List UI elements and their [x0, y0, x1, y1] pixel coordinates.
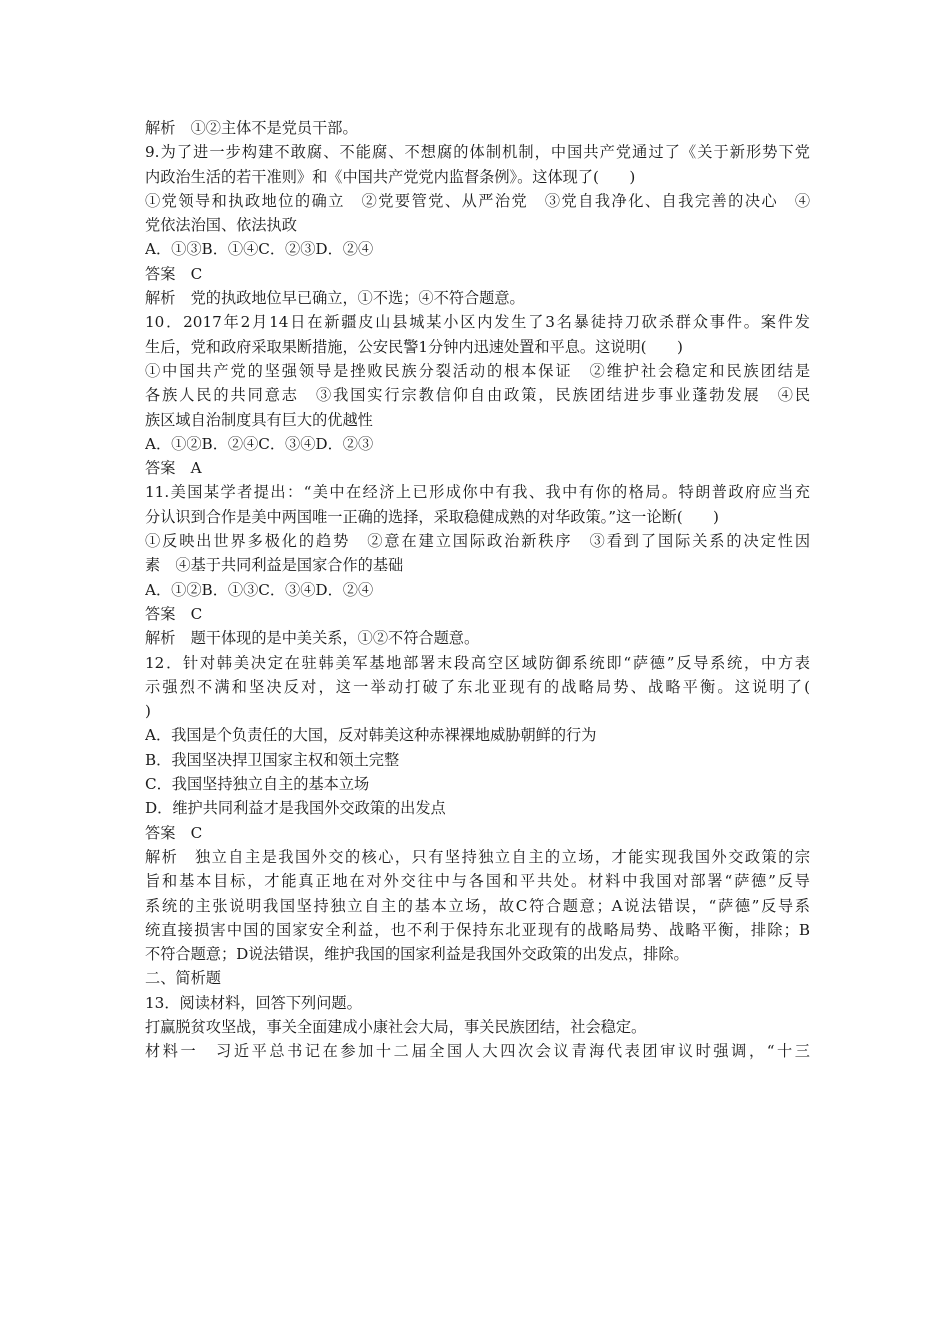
- text-line: 生后，党和政府采取果断措施，公安民警1分钟内迅速处置和平息。这说明( ): [145, 337, 683, 356]
- text-line: 统直接损害中国的国家安全利益，也不利于保持东北亚现有的战略局势、战略平衡，排除；B: [145, 920, 810, 939]
- text-line: 答案 C: [145, 264, 203, 283]
- text-line: 示强烈不满和坚决反对，这一举动打破了东北亚现有的战略局势、战略平衡。这说明了(: [145, 677, 810, 696]
- text-line: 旨和基本目标，才能真正地在对外交往中与各国和平共处。材料中我国对部署“萨德”反导: [145, 872, 810, 891]
- text-line: 解析 ①②主体不是党员干部。: [145, 119, 358, 137]
- text-line: 11.美国某学者提出：“美中在经济上已形成你中有我、我中有你的格局。特朗普政府应当充: [145, 483, 810, 502]
- text-line: ①反映出世界多极化的趋势 ②意在建立国际政治新秩序 ③看到了国际关系的决定性因: [145, 532, 810, 551]
- text-line: ): [145, 702, 151, 721]
- text-line: 系统的主张说明我国坚持独立自主的基本立场，故C符合题意；A说法错误，“萨德”反导系: [145, 896, 810, 915]
- text-line: D．维护共同利益才是我国外交政策的出发点: [145, 799, 446, 818]
- text-line: ①党领导和执政地位的确立 ②党要管党、从严治党 ③党自我净化、自我完善的决心 ④: [145, 191, 810, 210]
- text-line: 解析 党的执政地位早已确立，①不选；④不符合题意。: [145, 289, 525, 308]
- text-line: C．我国坚持独立自主的基本立场: [145, 775, 370, 794]
- text-line: A．①②B．①③C．③④D．②④: [145, 580, 374, 599]
- text-line: 二、简析题: [145, 969, 221, 988]
- text-line: 党依法治国、依法执政: [145, 216, 297, 235]
- text-line: 10．2017年2月14日在新疆皮山县城某小区内发生了3名暴徒持刀砍杀群众事件。案件发: [145, 313, 810, 332]
- text-line: 答案 C: [145, 823, 203, 842]
- text-line: 不符合题意；D说法错误，维护我国的国家利益是我国外交政策的出发点，排除。: [145, 945, 689, 964]
- text-line: 各族人民的共同意志 ③我国实行宗教信仰自由政策，民族团结进步事业蓬勃发展 ④民: [145, 386, 810, 405]
- text-line: 13．阅读材料，回答下列问题。: [145, 993, 362, 1012]
- text-line: 内政治生活的若干准则》和《中国共产党党内监督条例》。这体现了( ): [145, 167, 636, 186]
- text-line: ①中国共产党的坚强领导是挫败民族分裂活动的根本保证 ②维护社会稳定和民族团结是: [145, 361, 810, 380]
- document-page: [145, 116, 810, 1064]
- text-line: B．我国坚决捍卫国家主权和领土完整: [145, 750, 400, 769]
- text-line: 打赢脱贫攻坚战，事关全面建成小康社会大局，事关民族团结，社会稳定。: [145, 1017, 647, 1036]
- text-line: 答案 A: [145, 459, 202, 478]
- text-line: 12．针对韩美决定在驻韩美军基地部署末段高空区域防御系统即“萨德”反导系统，中方表: [145, 653, 810, 672]
- text-line: 分认识到合作是美中两国唯一正确的选择，采取稳健成熟的对华政策。”这一论断( ): [145, 507, 719, 526]
- text-line: A．①③B．①④C．②③D．②④: [145, 240, 374, 259]
- text-line: 答案 C: [145, 604, 203, 623]
- text-line: A．①②B．②④C．③④D．②③: [145, 434, 374, 453]
- text-line: 族区域自治制度具有巨大的优越性: [145, 410, 373, 429]
- text-line: 材料一 习近平总书记在参加十二届全国人大四次会议青海代表团审议时强调，“十三: [145, 1042, 810, 1061]
- text-line: 解析 题干体现的是中美关系，①②不符合题意。: [145, 629, 480, 648]
- text-line: 素 ④基于共同利益是国家合作的基础: [145, 556, 404, 575]
- text-line: 解析 独立自主是我国外交的核心，只有坚持独立自主的立场，才能实现我国外交政策的宗: [145, 847, 810, 866]
- text-line: A．我国是个负责任的大国，反对韩美这种赤裸裸地威胁朝鲜的行为: [145, 726, 597, 745]
- text-line: 9.为了进一步构建不敢腐、不能腐、不想腐的体制机制，中国共产党通过了《关于新形势下党: [145, 143, 810, 162]
